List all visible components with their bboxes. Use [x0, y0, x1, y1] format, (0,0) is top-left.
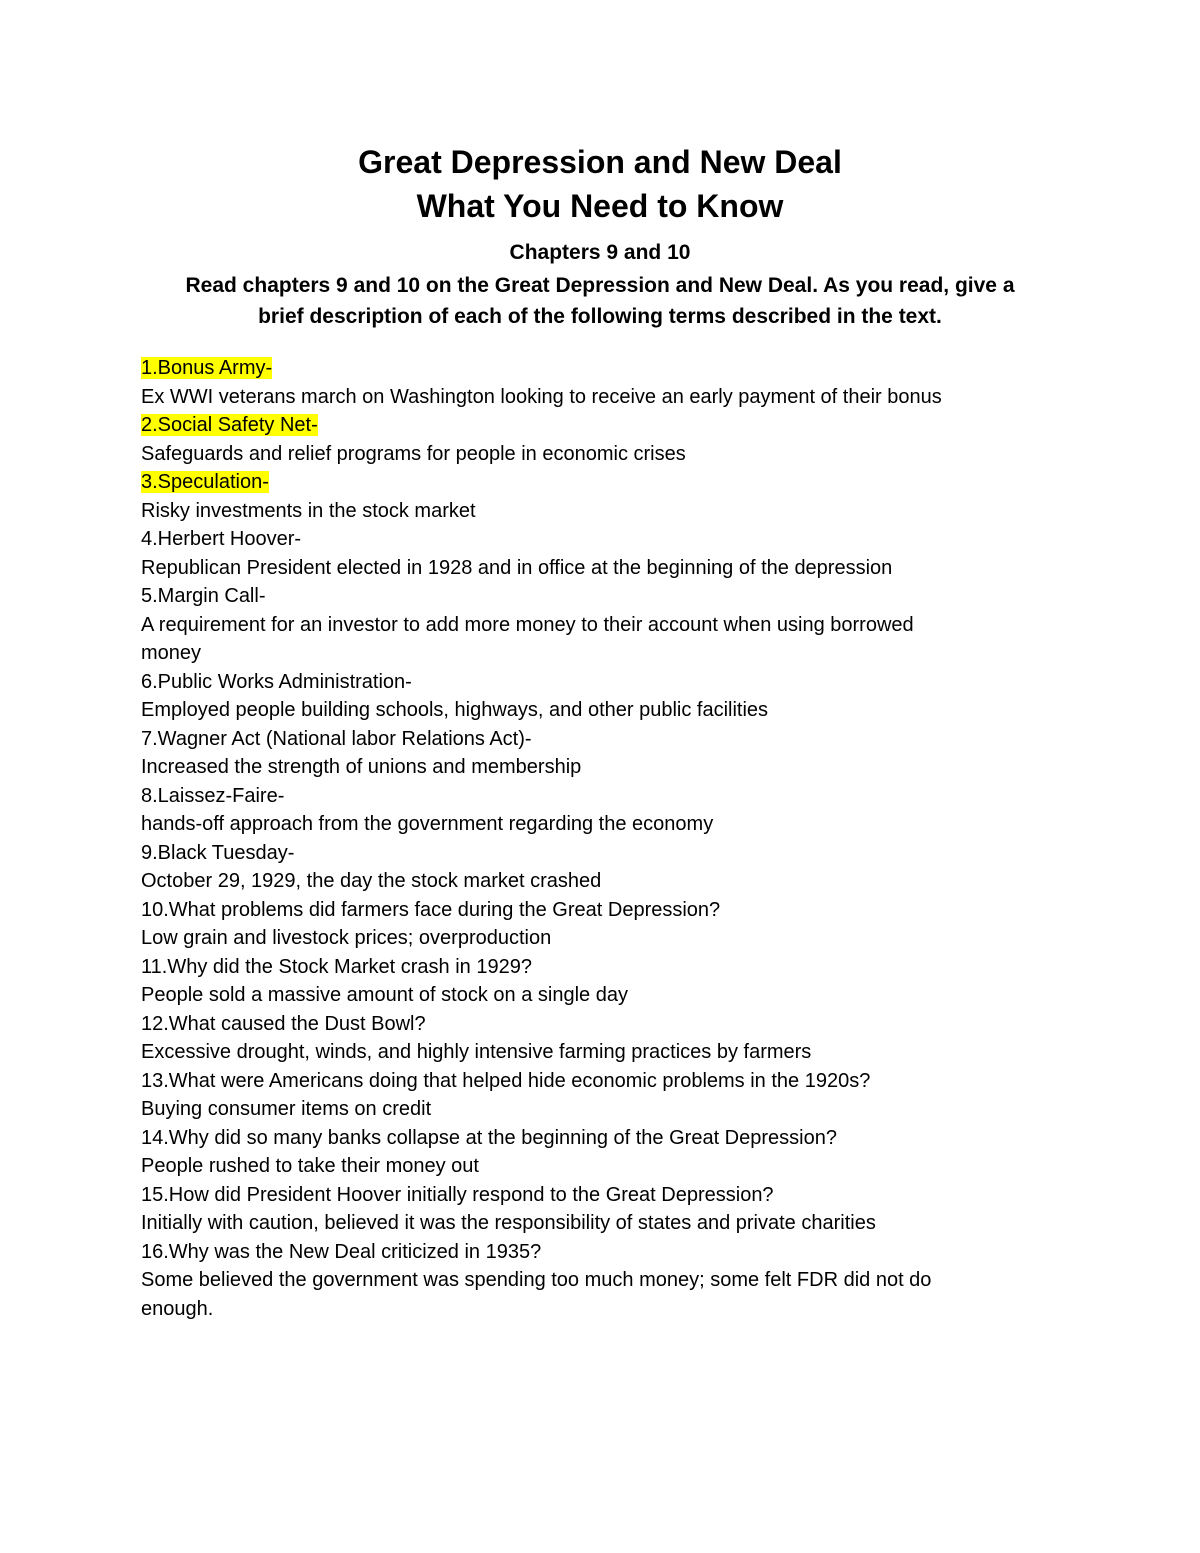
- answer-text: October 29, 1929, the day the stock market crashed: [141, 870, 602, 892]
- term-label: 3.Speculation-: [141, 471, 269, 493]
- document-header: [0, 140, 1200, 332]
- term-label: 7.Wagner Act (National labor Relations Act)-: [141, 727, 532, 750]
- answer-text: Employed people building schools, highways, and other public facilities: [141, 699, 769, 721]
- list-item: [141, 1181, 971, 1238]
- list-item: [141, 1010, 971, 1067]
- term-label: 5.Margin Call-: [141, 585, 266, 607]
- question-label: 13.What were Americans doing that helped hide economic problems in the 1920s?: [141, 1069, 871, 1092]
- list-item: [141, 782, 971, 839]
- question-label: 11.Why did the Stock Market crash in 1929?: [141, 955, 532, 978]
- list-item: [141, 525, 971, 582]
- answer-text: Buying consumer items on credit: [141, 1098, 432, 1120]
- list-item: [141, 668, 971, 725]
- question-label: 16.Why was the New Deal criticized in 1935?: [141, 1240, 542, 1263]
- list-item: [141, 1238, 971, 1324]
- answer-text: Risky investments in the stock market: [141, 499, 476, 522]
- chapters-subtitle: Chapters 9 and 10: [509, 241, 691, 264]
- term-label: 9.Black Tuesday-: [141, 841, 295, 864]
- list-item: [141, 1124, 971, 1181]
- list-item: [141, 354, 971, 411]
- answer-text: hands-off approach from the government regarding the economy: [141, 813, 714, 835]
- answer-text: Increased the strength of unions and membership: [141, 756, 582, 778]
- answer-text: Initially with caution, believed it was the responsibility of states and private charities: [141, 1212, 876, 1234]
- list-item: [141, 411, 971, 468]
- instructions-text: Read chapters 9 and 10 on the Great Depression and New Deal. As you read, give a brief description of each of the following terms described in the text.: [185, 274, 1015, 328]
- list-item: [141, 953, 971, 1010]
- list-item: [141, 839, 971, 896]
- list-item: [141, 468, 971, 525]
- list-item: [141, 896, 971, 953]
- question-label: 10.What problems did farmers face during the Great Depression?: [141, 898, 721, 921]
- term-label: 1.Bonus Army-: [141, 357, 273, 379]
- question-label: 14.Why did so many banks collapse at the beginning of the Great Depression?: [141, 1126, 837, 1149]
- answer-text: Safeguards and relief programs for people in economic crises: [141, 442, 686, 465]
- answer-text: Some believed the government was spending too much money; some felt FDR did not do enough.: [141, 1269, 932, 1320]
- answer-text: Excessive drought, winds, and highly intensive farming practices by farmers: [141, 1041, 812, 1063]
- answer-text: A requirement for an investor to add more money to their account when using borrowed money: [141, 613, 914, 664]
- term-label: 6.Public Works Administration-: [141, 670, 412, 693]
- term-label: 2.Social Safety Net-: [141, 414, 318, 436]
- answer-text: Low grain and livestock prices; overproduction: [141, 927, 552, 949]
- answer-text: Republican President elected in 1928 and in office at the beginning of the depression: [141, 556, 893, 579]
- list-item: [141, 1067, 971, 1124]
- term-label: 8.Laissez-Faire-: [141, 784, 285, 807]
- answer-text: People rushed to take their money out: [141, 1155, 479, 1177]
- term-label: 4.Herbert Hoover-: [141, 528, 302, 550]
- answer-text: People sold a massive amount of stock on a single day: [141, 984, 628, 1006]
- title-line-1: Great Depression and New Deal: [358, 144, 842, 180]
- question-label: 15.How did President Hoover initially respond to the Great Depression?: [141, 1183, 774, 1206]
- list-item: [141, 582, 971, 668]
- question-answer-list: [141, 354, 971, 1323]
- question-label: 12.What caused the Dust Bowl?: [141, 1012, 426, 1035]
- title-line-2: What You Need to Know: [416, 188, 784, 224]
- answer-text: Ex WWI veterans march on Washington looking to receive an early payment of their bonus: [141, 385, 942, 408]
- list-item: [141, 725, 971, 782]
